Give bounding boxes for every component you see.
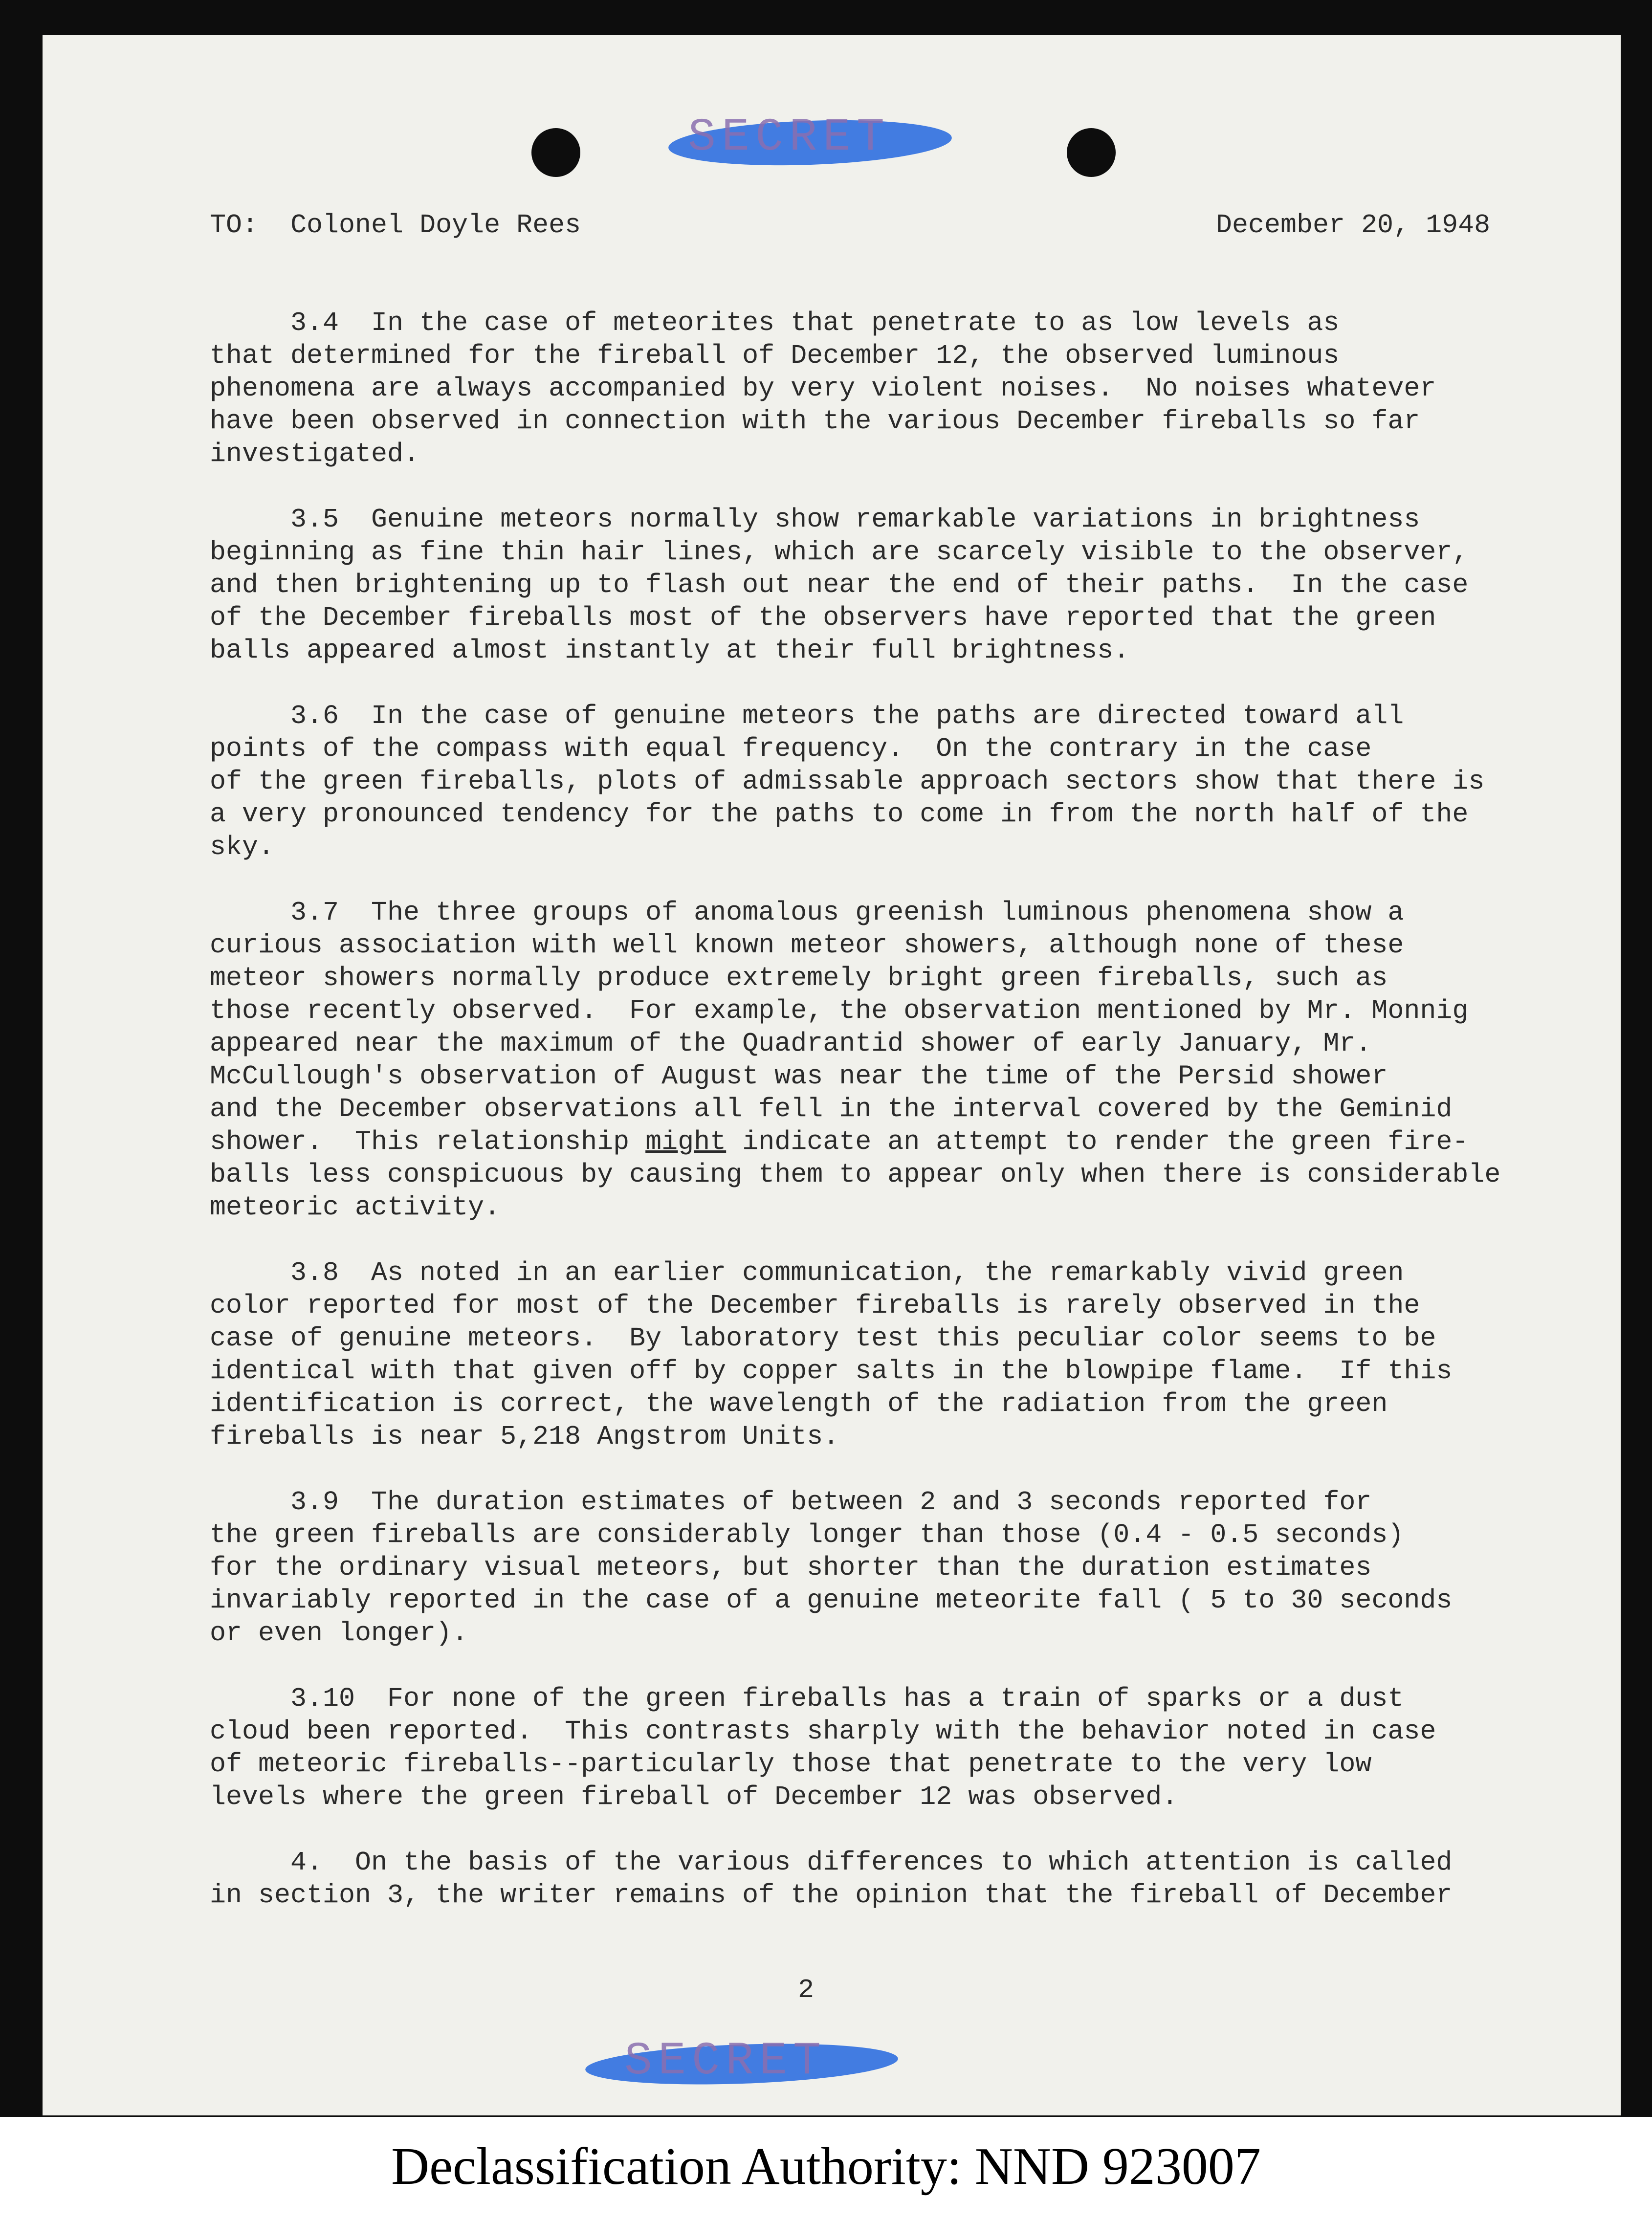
- text-line: phenomena are always accompanied by very violent noises. No noises whatever: [210, 373, 1436, 404]
- text-line: beginning as fine thin hair lines, which are scarcely visible to the observer,: [210, 537, 1469, 568]
- text-line: McCullough's observation of August was near the time of the Persid shower: [210, 1061, 1388, 1092]
- text-line: have been observed in connection with the various December fireballs so far: [210, 406, 1420, 437]
- text-line: 3.7 The three groups of anomalous greenish luminous phenomena show a: [290, 897, 1404, 928]
- text-line: 3.9 The duration estimates of between 2 and 3 seconds reported for: [290, 1487, 1372, 1518]
- text-line: and the December observations all fell in the interval covered by the Geminid: [210, 1094, 1453, 1124]
- text-line: meteor showers normally produce extremely bright green fireballs, such as: [210, 963, 1388, 993]
- text-line: balls less conspicuous by causing them to appear only when there is considerable: [210, 1159, 1501, 1190]
- page-number: 2: [798, 1975, 815, 2005]
- memo-body: [210, 307, 1500, 1944]
- text-line: of the green fireballs, plots of admissable approach sectors show that there is: [210, 766, 1485, 797]
- text-line: of the December fireballs most of the observers have reported that the green: [210, 602, 1436, 633]
- text-line: shower. This relationship might indicate an attempt to render the green fire-: [210, 1126, 1469, 1157]
- text-line: investigated.: [210, 439, 420, 469]
- text-line: sky.: [210, 832, 275, 862]
- text-line: identical with that given off by copper salts in the blowpipe flame. If this: [210, 1356, 1453, 1386]
- text-line: identification is correct, the wavelength of the radiation from the green: [210, 1388, 1388, 1419]
- text-line: color reported for most of the December fireballs is rarely observed in the: [210, 1290, 1420, 1321]
- text-line: fireballs is near 5,218 Angstrom Units.: [210, 1421, 839, 1452]
- text-line: or even longer).: [210, 1618, 468, 1649]
- text-line: the green fireballs are considerably longer than those (0.4 - 0.5 seconds): [210, 1519, 1404, 1550]
- text-line: 3.8 As noted in an earlier communication, the remarkably vivid green: [290, 1257, 1404, 1288]
- paragraph: [210, 1486, 1500, 1650]
- text-line: 3.6 In the case of genuine meteors the paths are directed toward all: [290, 701, 1404, 731]
- text-line: of meteoric fireballs--particularly those that penetrate to the very low: [210, 1749, 1372, 1780]
- paragraph: [210, 1846, 1500, 1912]
- text-line: curious association with well known meteor showers, although none of these: [210, 930, 1404, 961]
- paragraph: [210, 700, 1500, 863]
- text-line: cloud been reported. This contrasts sharply with the behavior noted in case: [210, 1716, 1436, 1747]
- text-line: levels where the green fireball of December 12 was observed.: [210, 1782, 1178, 1812]
- declassification-caption: Declassification Authority: NND 923007: [391, 2137, 1261, 2196]
- text-line: points of the compass with equal frequency. On the contrary in the case: [210, 733, 1372, 764]
- text-line: in section 3, the writer remains of the opinion that the fireball of December: [210, 1880, 1453, 1911]
- text-line: that determined for the fireball of December 12, the observed luminous: [210, 340, 1340, 371]
- text-line: a very pronounced tendency for the paths to come in from the north half of the: [210, 799, 1469, 830]
- paragraph: [210, 1682, 1500, 1813]
- text-line: case of genuine meteors. By laboratory test this peculiar color seems to be: [210, 1323, 1436, 1354]
- punch-hole-right: [1067, 128, 1116, 177]
- text-line: for the ordinary visual meteors, but shorter than the duration estimates: [210, 1552, 1372, 1583]
- text-line: appeared near the maximum of the Quadrantid shower of early January, Mr.: [210, 1028, 1372, 1059]
- recipient-line: TO: Colonel Doyle Rees: [210, 210, 581, 241]
- punch-hole-left: [531, 128, 580, 177]
- text-line: invariably reported in the case of a genuine meteorite fall ( 5 to 30 seconds: [210, 1585, 1453, 1616]
- text-line: 4. On the basis of the various differences to which attention is called: [290, 1847, 1453, 1878]
- text-line: 3.10 For none of the green fireballs has a train of sparks or a dust: [290, 1683, 1404, 1714]
- memo-date: December 20, 1948: [1216, 210, 1491, 241]
- text-line: balls appeared almost instantly at their full brightness.: [210, 635, 1130, 666]
- underlined-word: might: [645, 1126, 727, 1157]
- paragraph: [210, 1256, 1500, 1453]
- text-line: and then brightening up to flash out near the end of their paths. In the case: [210, 570, 1469, 600]
- paragraph: [210, 896, 1500, 1224]
- text-line: those recently observed. For example, the observation mentioned by Mr. Monnig: [210, 995, 1469, 1026]
- text-line: 3.5 Genuine meteors normally show remarkable variations in brightness: [290, 504, 1420, 535]
- paragraph: [210, 503, 1500, 667]
- text-line: meteoric activity.: [210, 1192, 501, 1223]
- text-line: 3.4 In the case of meteorites that penetrate to as low levels as: [290, 308, 1340, 338]
- paragraph: [210, 307, 1500, 470]
- memo-page: SECRET TO: Colonel Doyle Rees December 20, 1948 3.4 In the case of meteorites that penetrate to as low levels as that determined for the fireball of December 12, the observed luminous phenomena are always accompanied by very violent noises. No noises whatever have been observed in connection with the various December fireballs so far investigated. 3.5 Genuine meteors normally show remarkable variations in brightness beginning as fine thin hair lines, which are scarcely visible to the observer, and then brightening up to flash out near the end of their paths. In the case of the December fireballs most of the observers have reported that the green balls appeared almost instantly at their full brightness. 3.6 In the case of genuine meteors the paths are directed toward all points of the compass with equal frequency. On the contrary in the case of the green fireballs, plots of admissable approach sectors show that there is a very pronounced tendency for the paths to come in from the north half of the sky. 3.7 The three groups of anomalous greenish luminous phenomena show a curious association with well known meteor showers, although none of these meteor showers normally produce extremely bright green fireballs, such as those recently observed. For example, the observation mentioned by Mr. Monnig appeared near the maximum of the Quadrantid shower of early January, Mr. McCullough's observation of August was near the time of the Persid shower and the December observations all fell in the interval covered by the Geminid shower. This relationship might indicate an attempt to render the green fire- balls less conspicuous by causing them to appear only when there is considerable meteoric activity. 3.8 As noted in an earlier communication, the remarkably vivid green color reported for most of the December fireballs is rarely observed in the case of genuine meteors. By laboratory test this peculiar color seems to be identical with that given off by copper salts in the blowpipe flame. If this identification is correct, the wavelength of the radiation from the green fireballs is near 5,218 Angstrom Units. 3.9 The duration estimates of between 2 and 3 seconds reported for the green fireballs are considerably longer than those (0.4 - 0.5 seconds) for the ordinary visual meteors, but shorter than the duration estimates invariably reported in the case of a genuine meteorite fall ( 5 to 30 seconds or even longer). 3.10 For none of the green fireballs has a train of sparks or a dust cloud been reported. This contrasts sharply with the behavior noted in case of meteoric fireballs--particularly those that penetrate to the very low levels where the green fireball of December 12 was observed. 4. On the basis of the various differences to which attention is called in section 3, the writer remains of the opinion that the fireball of December 2 SECRET: [43, 35, 1621, 2115]
